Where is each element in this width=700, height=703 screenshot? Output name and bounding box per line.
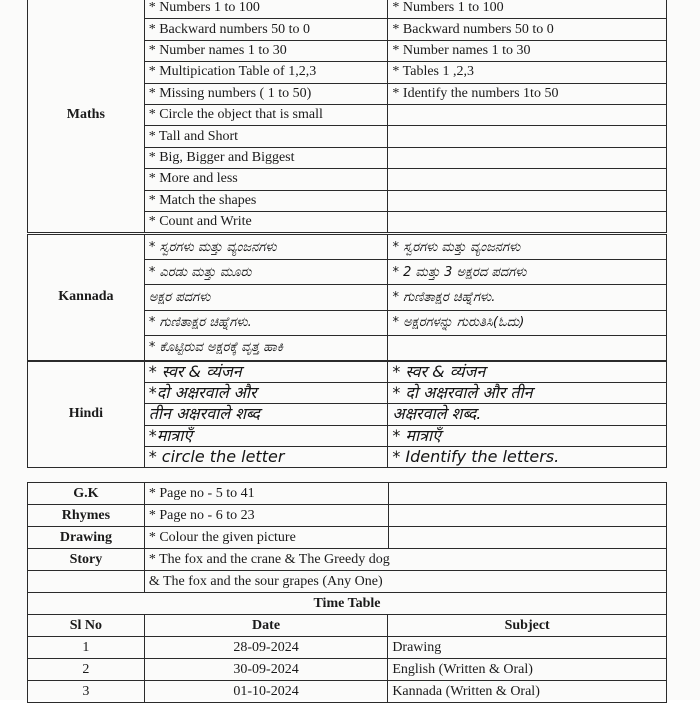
kannada-col2-item — [388, 335, 667, 360]
kannada-col1-item: * ಸ್ವರಗಳು ಮತ್ತು ವ್ಯಂಜನಗಳು — [144, 235, 388, 260]
row-3-subject: Kannada (Written & Oral) — [388, 681, 667, 703]
hindi-row — [28, 362, 667, 383]
kannada-col2-item: * ಅಕ್ಷರಗಳನ್ನು ಗುರುತಿಸಿ(ಓದು) — [388, 310, 667, 335]
kannada-col2-item: * ಗುಣಿತಾಕ್ಷರ ಚಿಹ್ನೆಗಳು. — [388, 285, 667, 310]
subject-story: Story — [28, 549, 145, 571]
maths-col1-item: * Missing numbers ( 1 to 50) — [144, 83, 388, 104]
kannada-col2-item: * ಸ್ವರಗಳು ಮತ್ತು ವ್ಯಂಜನಗಳು — [388, 235, 667, 260]
gk-empty — [388, 483, 666, 505]
row-1-subject: Drawing — [388, 637, 667, 659]
maths-row — [28, 0, 667, 19]
hindi-col1-item: * स्वर & व्यंजन — [144, 362, 388, 383]
time-table-header-row — [28, 615, 667, 637]
maths-col2-item — [388, 147, 667, 168]
subject-gk: G.K — [28, 483, 145, 505]
maths-col1-item: * Circle the object that is small — [144, 104, 388, 125]
story-empty — [28, 571, 145, 593]
drawing-text: * Colour the given picture — [144, 527, 388, 549]
time-table — [27, 592, 667, 703]
time-table-row — [28, 681, 667, 703]
maths-col2-item: * Number names 1 to 30 — [388, 40, 667, 61]
kannada-col1-item: * ಎರಡು ಮತ್ತು ಮೂರು — [144, 260, 388, 285]
row-2-subject: English (Written & Oral) — [388, 659, 667, 681]
rhymes-row — [28, 505, 667, 527]
hindi-col1-item: तीन अक्षरवाले शब्द — [144, 404, 388, 425]
time-table-title-row — [28, 593, 667, 615]
subject-drawing: Drawing — [28, 527, 145, 549]
kannada-col1-item: * ಗುಣಿತಾಕ್ಷರ ಚಿಹ್ನೆಗಳು. — [144, 310, 388, 335]
hindi-table — [27, 361, 667, 468]
row-3-date: 01-10-2024 — [144, 681, 388, 703]
maths-col1-item: * Match the shapes — [144, 190, 388, 211]
subject-hindi: Hindi — [28, 362, 145, 468]
maths-col2-item: * Tables 1 ,2,3 — [388, 62, 667, 83]
maths-col2-item — [388, 190, 667, 211]
kannada-col1-item: * ಕೊಟ್ಟಿರುವ ಅಕ್ಷರಕ್ಕೆ ವೃತ್ತ ಹಾಕಿ — [144, 335, 388, 360]
hindi-col2-item: * मात्राएँ — [388, 425, 667, 446]
maths-col2-item — [388, 104, 667, 125]
time-table-row — [28, 659, 667, 681]
maths-col2-item — [388, 211, 667, 232]
story-row — [28, 549, 667, 571]
maths-col1-item: * Tall and Short — [144, 126, 388, 147]
gk-row — [28, 483, 667, 505]
maths-table — [27, 0, 667, 233]
story-line-1: * The fox and the crane & The Greedy dog — [144, 549, 666, 571]
maths-col2-item: * Identify the numbers 1to 50 — [388, 83, 667, 104]
hindi-col1-item: *मात्राएँ — [144, 425, 388, 446]
maths-col1-item: * Numbers 1 to 100 — [144, 0, 388, 19]
maths-col1-item: * More and less — [144, 169, 388, 190]
kannada-table — [27, 234, 667, 361]
hindi-col2-item: * दो अक्षरवाले और तीन — [388, 383, 667, 404]
drawing-empty — [388, 527, 666, 549]
time-table-row — [28, 637, 667, 659]
story-row-2 — [28, 571, 667, 593]
time-table-title: Time Table — [28, 593, 667, 615]
maths-col1-item: * Count and Write — [144, 211, 388, 232]
hindi-col1-item: *दो अक्षरवाले और — [144, 383, 388, 404]
rhymes-text: * Page no - 6 to 23 — [144, 505, 388, 527]
hindi-col2-item: अक्षरवाले शब्द. — [388, 404, 667, 425]
row-2-sl: 2 — [28, 659, 145, 681]
maths-col2-item: * Backward numbers 50 to 0 — [388, 19, 667, 40]
header-sl-no: Sl No — [28, 615, 145, 637]
maths-col1-item: * Number names 1 to 30 — [144, 40, 388, 61]
subject-kannada: Kannada — [28, 235, 145, 361]
hindi-col1-item: * circle the letter — [144, 446, 388, 467]
hindi-col2-item: * स्वर & व्यंजन — [388, 362, 667, 383]
row-1-sl: 1 — [28, 637, 145, 659]
maths-col2-item — [388, 126, 667, 147]
drawing-row — [28, 527, 667, 549]
kannada-col1-item: ಅಕ್ಷರ ಪದಗಳು — [144, 285, 388, 310]
kannada-col2-item: * 2 ಮತ್ತು 3 ಅಕ್ಷರದ ಪದಗಳು — [388, 260, 667, 285]
maths-col1-item: * Multipication Table of 1,2,3 — [144, 62, 388, 83]
maths-col1-item: * Backward numbers 50 to 0 — [144, 19, 388, 40]
row-2-date: 30-09-2024 — [144, 659, 388, 681]
subject-rhymes: Rhymes — [28, 505, 145, 527]
header-subject: Subject — [388, 615, 667, 637]
row-3-sl: 3 — [28, 681, 145, 703]
kannada-row — [28, 235, 667, 260]
gk-text: * Page no - 5 to 41 — [144, 483, 388, 505]
maths-col2-item: * Numbers 1 to 100 — [388, 0, 667, 19]
header-date: Date — [144, 615, 388, 637]
maths-col1-item: * Big, Bigger and Biggest — [144, 147, 388, 168]
maths-col2-item — [388, 169, 667, 190]
rhymes-empty — [388, 505, 666, 527]
other-subjects-table — [27, 482, 667, 593]
row-1-date: 28-09-2024 — [144, 637, 388, 659]
story-line-2: & The fox and the sour grapes (Any One) — [144, 571, 666, 593]
hindi-col2-item: * Identify the letters. — [388, 446, 667, 467]
subject-maths: Maths — [28, 0, 145, 233]
